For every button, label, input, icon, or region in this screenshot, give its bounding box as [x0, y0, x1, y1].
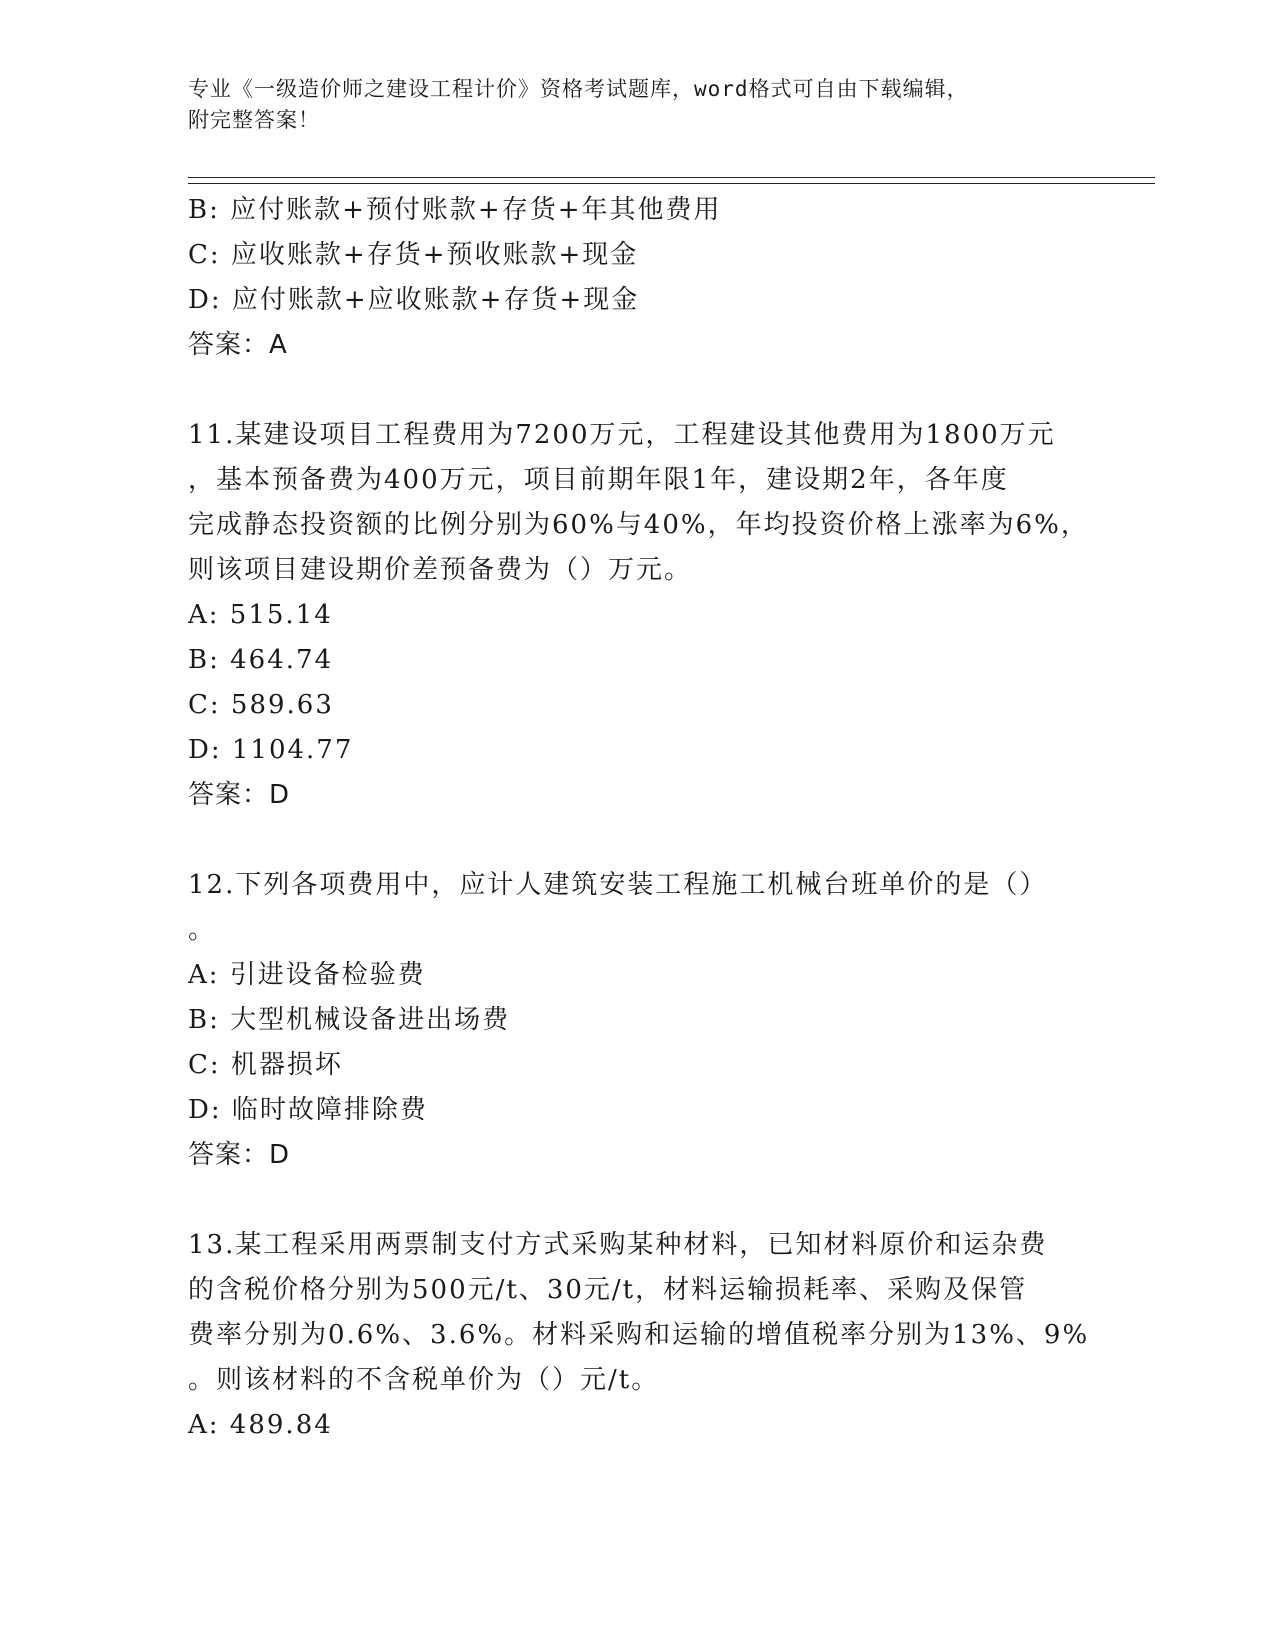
- option-c: C: 机器损坏: [188, 1050, 343, 1080]
- option-b: B: 应付账款+预付账款+存货+年其他费用: [188, 195, 722, 225]
- question-text-line: 。: [188, 915, 217, 945]
- option-c: C: 应收账款+存货+预收账款+现金: [188, 240, 639, 270]
- question-text-line: 。则该材料的不含税单价为（）元/t。: [188, 1365, 660, 1395]
- question-text-line: ，基本预备费为400万元，项目前期年限1年，建设期2年，各年度: [188, 465, 1009, 495]
- question-list: [188, 188, 1088, 1448]
- option-c: C: 589.63: [188, 690, 334, 720]
- header-line-2: 附完整答案！: [188, 108, 320, 132]
- question-text-line: 完成静态投资额的比例分别为60%与40%，年均投资价格上涨率为6%，: [188, 510, 1089, 540]
- option-a: A: 515.14: [188, 600, 333, 630]
- option-b: B: 大型机械设备进出场费: [188, 1005, 511, 1035]
- question-text-line: 12.下列各项费用中，应计人建筑安装工程施工机械台班单价的是（）: [188, 870, 1048, 900]
- spacer: [188, 368, 1088, 413]
- option-a: A: 489.84: [188, 1410, 333, 1440]
- header-divider-top: [188, 177, 1155, 178]
- option-d: D: 1104.77: [188, 735, 354, 765]
- document-header: [188, 74, 1088, 136]
- answer-label: 答案：A: [188, 330, 288, 360]
- spacer: [188, 818, 1088, 863]
- question-12: [188, 863, 1088, 1178]
- header-line-1: 专业《一级造价师之建设工程计价》资格考试题库，word格式可自由下载编辑，: [188, 77, 969, 101]
- option-d: D: 应付账款+应收账款+存货+现金: [188, 285, 640, 315]
- question-10-continued: [188, 188, 1088, 368]
- answer-label: 答案：D: [188, 1140, 291, 1170]
- question-text-line: 11.某建设项目工程费用为7200万元，工程建设其他费用为1800万元: [188, 420, 1056, 450]
- answer-label: 答案：D: [188, 780, 291, 810]
- question-text-line: 则该项目建设期价差预备费为（）万元。: [188, 555, 693, 585]
- spacer: [188, 1178, 1088, 1223]
- option-b: B: 464.74: [188, 645, 334, 675]
- question-text-line: 13.某工程采用两票制支付方式采购某种材料，已知材料原价和运杂费: [188, 1230, 1048, 1260]
- question-13: [188, 1223, 1088, 1448]
- option-d: D: 临时故障排除费: [188, 1095, 428, 1125]
- header-divider-bottom: [188, 183, 1155, 184]
- option-a: A: 引进设备检验费: [188, 960, 426, 990]
- question-text-line: 费率分别为0.6%、3.6%。材料采购和运输的增值税率分别为13%、9%: [188, 1320, 1090, 1350]
- question-11: [188, 413, 1088, 818]
- question-text-line: 的含税价格分别为500元/t、30元/t，材料运输损耗率、采购及保管: [188, 1275, 1028, 1305]
